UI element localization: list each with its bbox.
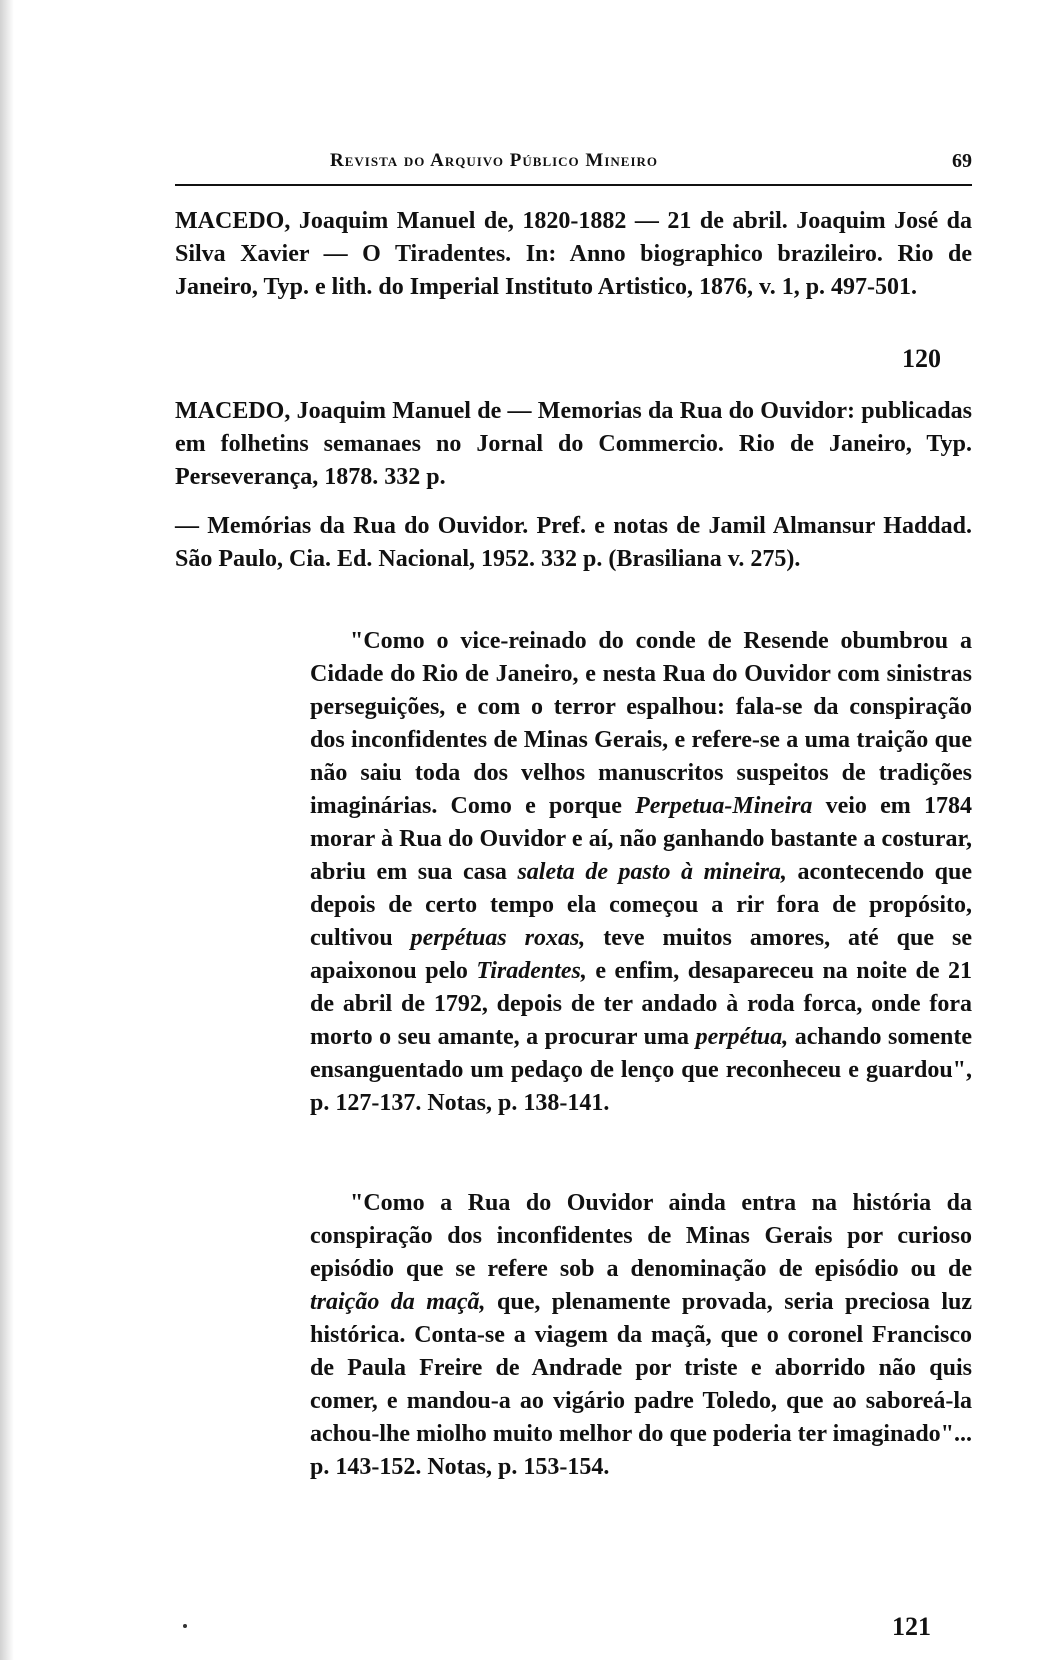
italic-term: perpétua, bbox=[695, 1024, 789, 1050]
running-header bbox=[175, 148, 972, 186]
quote-text: teve muitos amores, até que se apaixonou pelo bbox=[310, 925, 972, 984]
italic-term: Tiradentes, bbox=[476, 958, 587, 984]
speck-mark bbox=[183, 1624, 187, 1628]
quote-traicao-da-maca bbox=[310, 1187, 972, 1484]
journal-title: Revista do Arquivo Público Mineiro bbox=[330, 150, 659, 171]
entry-memorias-1952: — Memórias da Rua do Ouvidor. Pref. e notas de Jamil Almansur Haddad. São Paulo, Cia. Ed. Nacional, 1952. 332 p. (Brasiliana v. 275). bbox=[175, 513, 972, 572]
italic-term: Perpetua-Mineira bbox=[635, 793, 813, 819]
quote-text: que, plenamente provada, seria preciosa luz histórica. Conta-se a viagem da maçã, que o coronel Francisco de Paula Freire de Andrade por triste e aborrido não quis comer, e mandou-a ao vigário padre Toledo, que ao saboreá-la achou-lhe miolho muito melhor do que poderia ter imaginado"... p. 143-152. Notas, p. 153-154. bbox=[310, 1289, 972, 1480]
italic-term: perpétuas roxas, bbox=[410, 925, 586, 951]
quote-text: "Como a Rua do Ouvidor ainda entra na história da conspiração dos inconfidentes de Minas Gerais por curioso episódio que se refere sob a denominação de episódio ou de bbox=[310, 1190, 972, 1282]
quote-perpetua-mineira bbox=[310, 625, 972, 1120]
scan-edge-shadow bbox=[0, 0, 14, 1660]
italic-term: saleta de pasto à mineira, bbox=[517, 859, 787, 885]
quote-text: veio em 1784 morar à Rua do Ouvidor e aí, não ganhando bastante a costurar, abriu em sua casa bbox=[310, 793, 973, 885]
entry-macedo-memorias-1878: MACEDO, Joaquim Manuel de — Memorias da Rua do Ouvidor: publicadas em folhetins semanaes no Jornal do Commercio. Rio de Janeiro, Typ. Perseverança, 1878. 332 p. bbox=[175, 398, 972, 490]
quote-text: achando somente ensanguentado um pedaço de lenço que reconheceu e guardou", p. 127-137. Notas, p. 138-141. bbox=[310, 1024, 972, 1116]
entry-number-120: 120 bbox=[902, 344, 941, 373]
italic-term: traição da maçã, bbox=[310, 1289, 486, 1315]
quote-text: e enfim, desapareceu na noite de 21 de abril de 1792, depois de ter andado à roda forca, onde fora morto o seu amante, a procurar uma bbox=[310, 958, 972, 1050]
quote-text: "Como o vice-reinado do conde de Resende obumbrou a Cidade do Rio de Janeiro, e nesta Rua do Ouvidor com sinistras perseguições, e com o terror espalhou: fala-se da conspiração dos inconfidentes de Minas Gerais, e refere-se a uma traição que não saiu toda dos velhos manuscritos suspeitos de tradições imaginárias. Como e porque bbox=[310, 628, 972, 819]
page-number: 69 bbox=[952, 150, 972, 172]
entry-number-121: 121 bbox=[892, 1612, 931, 1641]
quote-text: acontecendo que depois de certo tempo ela começou a rir fora de propósito, cultivou bbox=[310, 859, 972, 951]
entry-macedo-tiradentes: MACEDO, Joaquim Manuel de, 1820-1882 — 21 de abril. Joaquim José da Silva Xavier — O Tiradentes. In: Anno biographico brazileiro. Rio de Janeiro, Typ. e lith. do Imperial Instituto Artistico, 1876, v. 1, p. 497-501. bbox=[175, 208, 972, 300]
